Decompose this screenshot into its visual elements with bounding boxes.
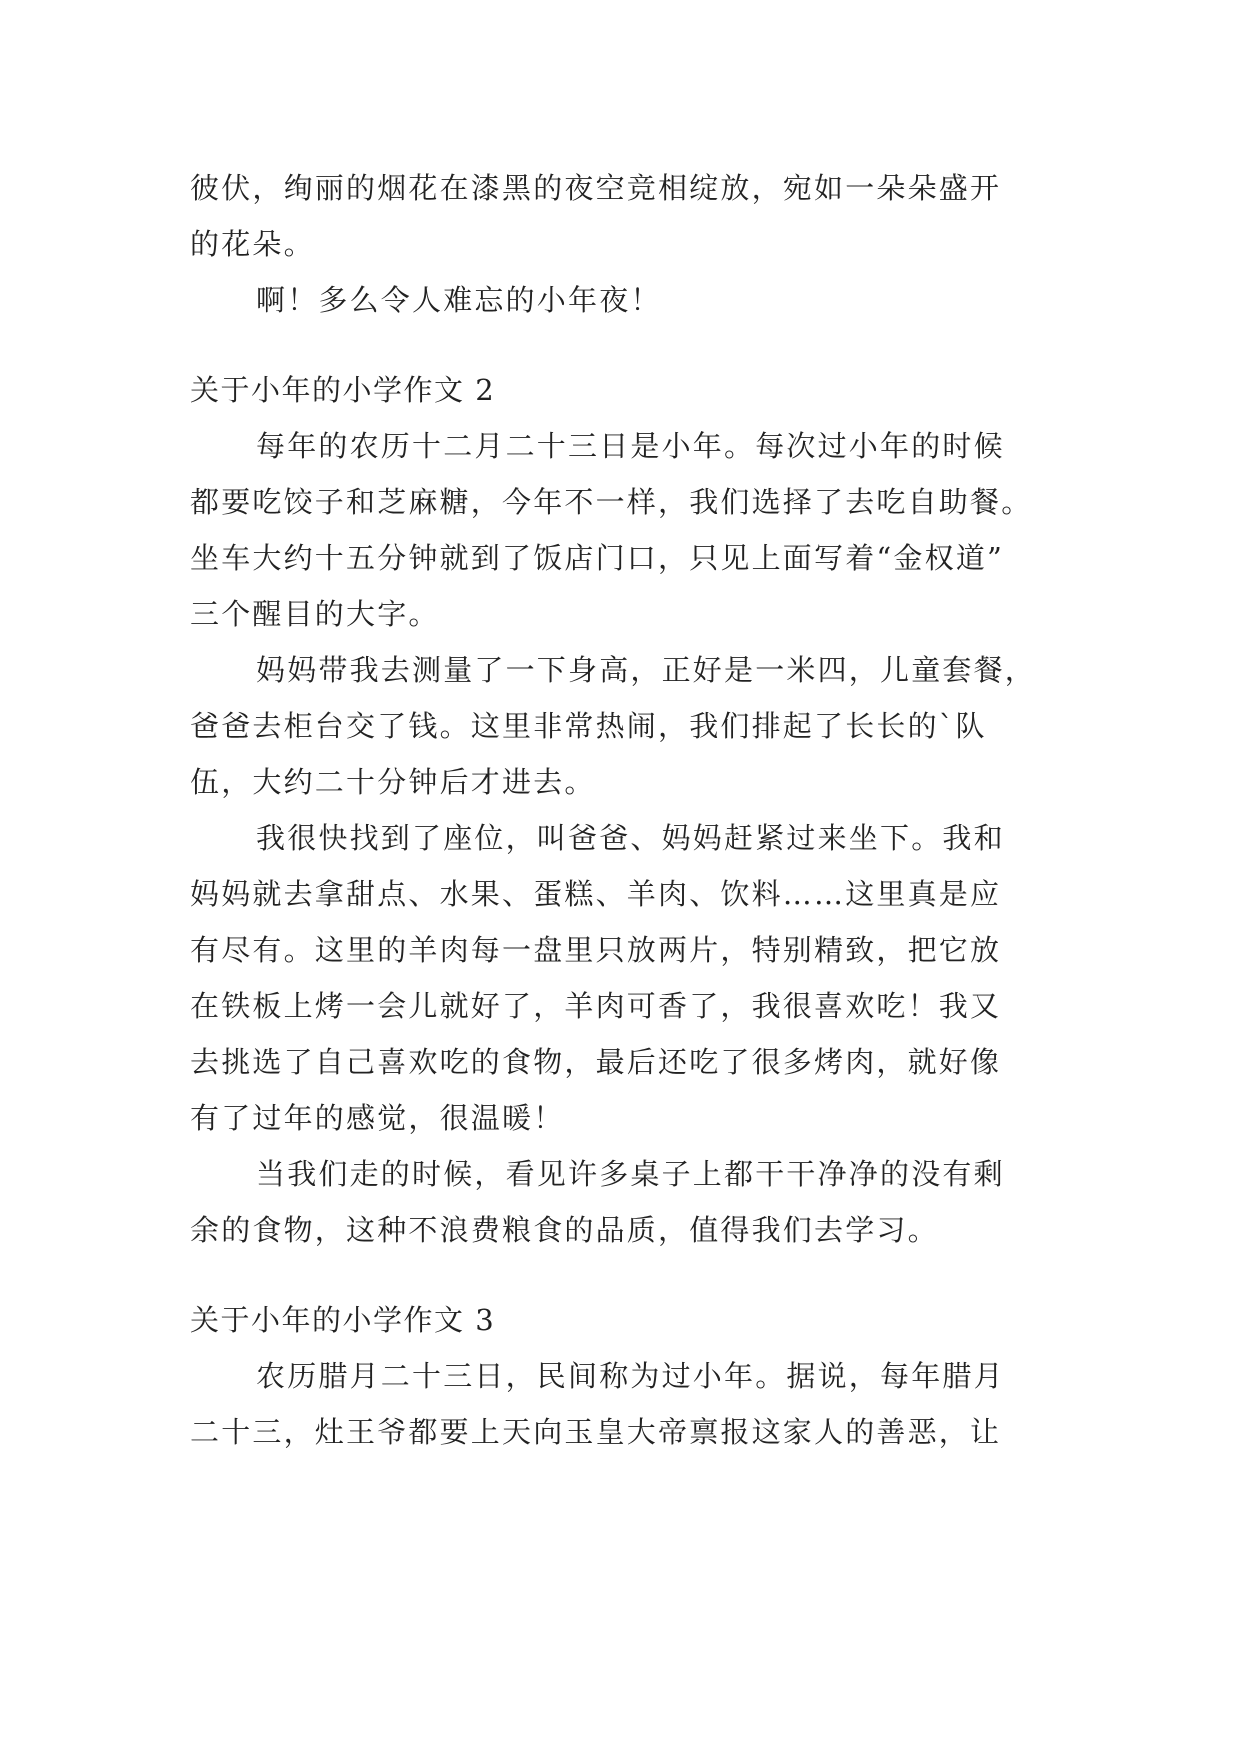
text-line: 三个醒目的大字。 xyxy=(190,597,440,631)
essay-2-paragraph-3 xyxy=(190,810,1060,1146)
text-line: 余的食物，这种不浪费粮食的品质，值得我们去学习。 xyxy=(190,1213,939,1247)
paragraph xyxy=(190,272,1060,328)
text-line: 啊！多么令人难忘的小年夜！ xyxy=(256,283,662,317)
text-line: 妈妈就去拿甜点、水果、蛋糕、羊肉、饮料……这里真是应 xyxy=(190,877,1002,911)
text-line: 爸爸去柜台交了钱。这里非常热闹，我们排起了长长的`队 xyxy=(190,709,987,743)
essay-2-paragraph-1 xyxy=(190,418,1060,642)
text-line: 彼伏，绚丽的烟花在漆黑的夜空竞相绽放，宛如一朵朵盛开 xyxy=(190,171,1002,205)
essay-2-paragraph-4 xyxy=(190,1146,1060,1258)
section-heading-3: 关于小年的小学作文 3 xyxy=(190,1303,496,1337)
section-heading-2: 关于小年的小学作文 2 xyxy=(190,373,496,407)
document-page xyxy=(190,160,1060,1460)
text-line: 坐车大约十五分钟就到了饭店门口，只见上面写着“金权道” xyxy=(190,541,1005,575)
paragraph-continued xyxy=(190,160,1060,272)
text-line: 我很快找到了座位，叫爸爸、妈妈赶紧过来坐下。我和 xyxy=(256,821,1005,855)
text-line: 当我们走的时候，看见许多桌子上都干干净净的没有剩 xyxy=(256,1157,1005,1191)
text-line: 伍，大约二十分钟后才进去。 xyxy=(190,765,596,799)
text-line: 去挑选了自己喜欢吃的食物，最后还吃了很多烤肉，就好像 xyxy=(190,1045,1002,1079)
text-line: 都要吃饺子和芝麻糖，今年不一样，我们选择了去吃自助餐。 xyxy=(190,485,1033,519)
text-line: 在铁板上烤一会儿就好了，羊肉可香了，我很喜欢吃！我又 xyxy=(190,989,1002,1023)
text-line: 有了过年的感觉，很温暖！ xyxy=(190,1101,565,1135)
text-line: 妈妈带我去测量了一下身高，正好是一米四，儿童套餐， xyxy=(256,653,1037,687)
section-gap xyxy=(190,328,1060,362)
text-line: 的花朵。 xyxy=(190,227,315,261)
text-line: 有尽有。这里的羊肉每一盘里只放两片，特别精致，把它放 xyxy=(190,933,1002,967)
text-line: 农历腊月二十三日，民间称为过小年。据说，每年腊月 xyxy=(256,1359,1005,1393)
section-gap xyxy=(190,1258,1060,1292)
essay-3-paragraph-1 xyxy=(190,1348,1060,1460)
text-line: 每年的农历十二月二十三日是小年。每次过小年的时候 xyxy=(256,429,1005,463)
text-line: 二十三，灶王爷都要上天向玉皇大帝禀报这家人的善恶，让 xyxy=(190,1415,1002,1449)
essay-2-paragraph-2 xyxy=(190,642,1060,810)
